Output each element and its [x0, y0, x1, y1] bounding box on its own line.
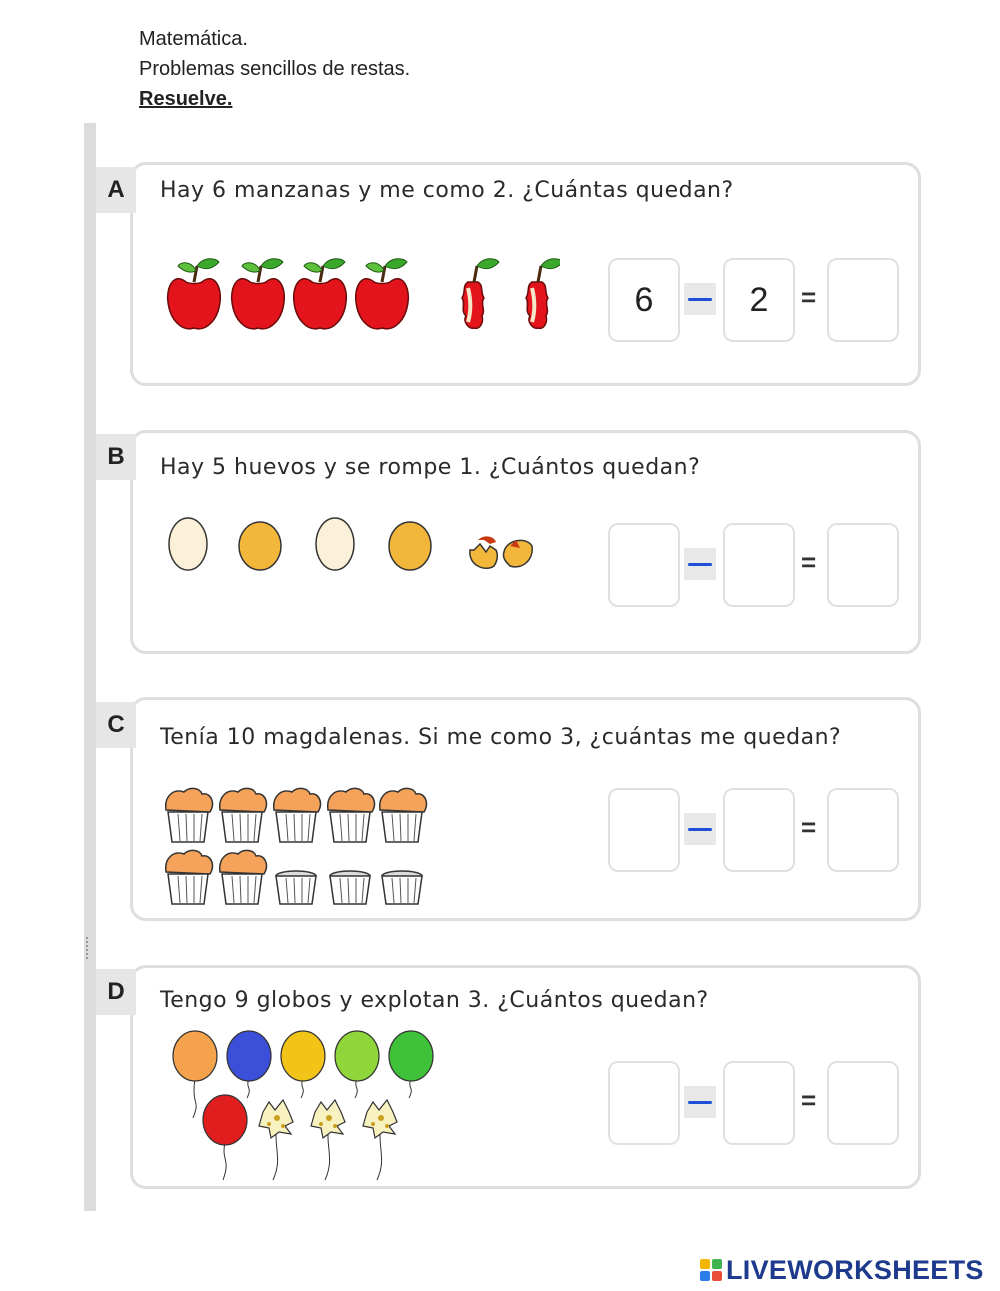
minuend-box[interactable] — [608, 523, 680, 607]
problem-letter: A — [96, 167, 136, 213]
cupcake-icon — [274, 788, 321, 842]
minuend-box[interactable]: 6 — [608, 258, 680, 342]
cupcake-icon — [166, 788, 213, 842]
egg-icon — [389, 522, 431, 570]
equals-sign: = — [801, 282, 817, 312]
balloon-icon — [389, 1031, 433, 1098]
balloon-icon — [227, 1031, 271, 1098]
egg-icon — [169, 518, 207, 570]
problem-question: Hay 6 manzanas y me como 2. ¿Cuántas quedan? — [160, 178, 734, 203]
problem-question: Hay 5 huevos y se rompe 1. ¿Cuántos quedan? — [160, 455, 701, 480]
subject-title: Matemática. — [139, 28, 248, 50]
minus-sign — [684, 548, 716, 580]
margin-dots — [86, 937, 92, 959]
subtrahend-box[interactable] — [723, 523, 795, 607]
cupcake-icon — [220, 850, 267, 904]
empty-cupcake-liner-icon — [382, 871, 422, 904]
balloon-icon — [281, 1031, 325, 1098]
result-box[interactable] — [827, 258, 899, 342]
cupcake-icon — [220, 788, 267, 842]
result-box[interactable] — [827, 788, 899, 872]
worksheet-header — [139, 24, 410, 114]
eggs-picture — [160, 510, 550, 590]
problem-letter: D — [96, 969, 136, 1015]
result-box[interactable] — [827, 1061, 899, 1145]
minuend-box[interactable] — [608, 1061, 680, 1145]
popped-balloon-icon — [311, 1100, 345, 1180]
minuend-box[interactable] — [608, 788, 680, 872]
balloons-picture — [165, 1028, 445, 1188]
problem-question: Tengo 9 globos y explotan 3. ¿Cuántos quedan? — [160, 988, 709, 1013]
apple-core-icon — [526, 259, 560, 329]
cupcake-icon — [166, 850, 213, 904]
apple-core-icon — [462, 259, 499, 329]
popped-balloon-icon — [259, 1100, 293, 1180]
apples-picture — [160, 250, 560, 340]
minus-sign — [684, 813, 716, 845]
empty-cupcake-liner-icon — [330, 871, 370, 904]
problem-letter: B — [96, 434, 136, 480]
cupcake-icon — [380, 788, 427, 842]
broken-egg-icon — [470, 536, 532, 568]
empty-cupcake-liner-icon — [276, 871, 316, 904]
apple-icon — [356, 259, 409, 329]
problem-letter: C — [96, 702, 136, 748]
cupcakes-picture — [160, 782, 430, 912]
equals-sign: = — [801, 547, 817, 577]
apple-icon — [168, 259, 221, 329]
balloon-icon — [335, 1031, 379, 1098]
problem-question: Tenía 10 magdalenas. Si me como 3, ¿cuántas me quedan? — [160, 725, 842, 750]
popped-balloon-icon — [363, 1100, 397, 1180]
equals-sign: = — [801, 812, 817, 842]
minus-sign — [684, 1086, 716, 1118]
minus-sign — [684, 283, 716, 315]
egg-icon — [316, 518, 354, 570]
logo-mark-icon — [700, 1259, 722, 1281]
equals-sign: = — [801, 1085, 817, 1115]
apple-icon — [294, 259, 347, 329]
result-box[interactable] — [827, 523, 899, 607]
logo-text: LIVEWORKSHEETS — [726, 1254, 984, 1285]
subtrahend-box[interactable] — [723, 1061, 795, 1145]
liveworksheets-logo — [700, 1252, 984, 1288]
apple-icon — [232, 259, 285, 329]
left-margin-bar — [84, 123, 96, 1211]
balloon-icon — [203, 1095, 247, 1180]
cupcake-icon — [328, 788, 375, 842]
subtrahend-box[interactable]: 2 — [723, 258, 795, 342]
topic-title: Problemas sencillos de restas. — [139, 58, 411, 80]
subtrahend-box[interactable] — [723, 788, 795, 872]
instruction-text: Resuelve. — [139, 88, 233, 110]
egg-icon — [239, 522, 281, 570]
